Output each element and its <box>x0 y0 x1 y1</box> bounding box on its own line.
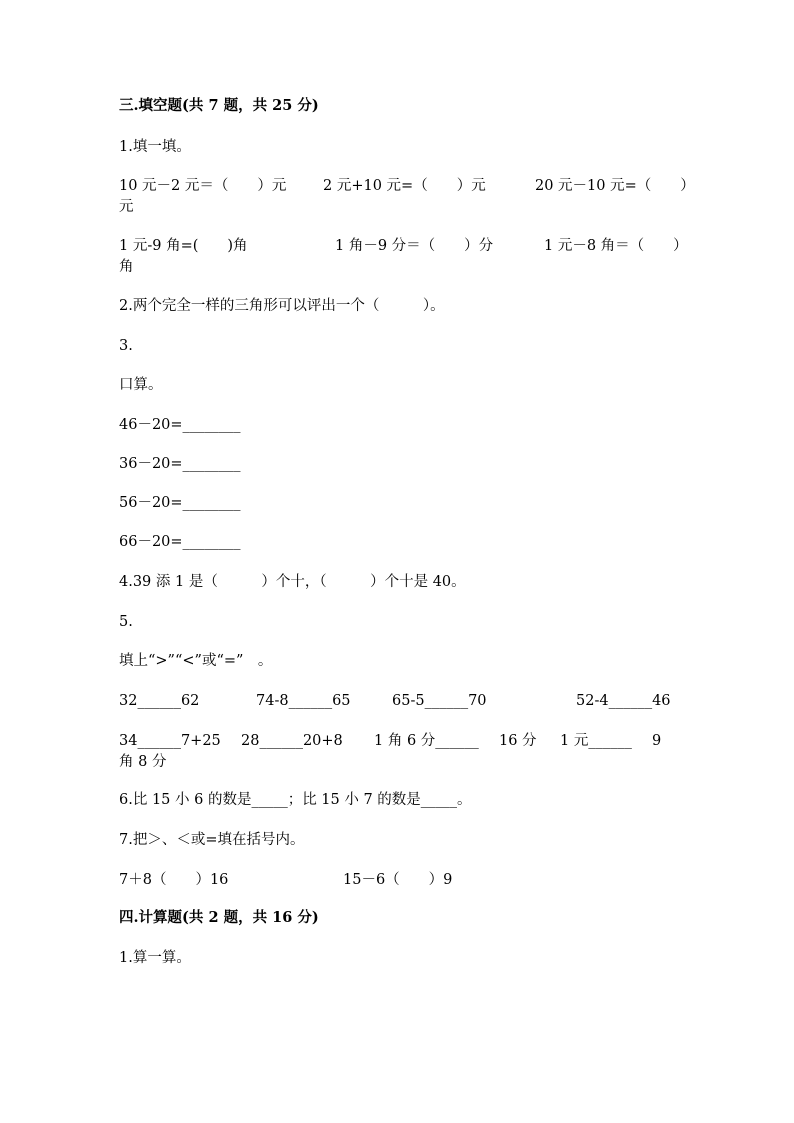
section-heading: 三.填空题(共 7 题，共 25 分) <box>119 97 319 114</box>
question-4: 4.39 添 1 是（ ）个十，（ ）个十是 40。 <box>119 574 466 590</box>
calc-question-1-title: 1.算一算。 <box>119 950 191 966</box>
section-heading: 四.计算题(共 2 题，共 16 分) <box>119 909 319 926</box>
compare-item: 1 角 6 分______ <box>374 733 479 749</box>
q1-item: 1 元-9 角=( )角 <box>119 238 248 254</box>
compare-item: 7＋8（ ）16 <box>119 872 229 888</box>
question-1-title: 1.填一填。 <box>119 139 191 155</box>
compare-item: 34______7+25 <box>119 733 221 749</box>
compare-item: 9 <box>652 733 662 749</box>
q1-item: 2 元+10 元=（ ）元 <box>323 178 486 194</box>
compare-item: 1 元______ <box>560 733 632 749</box>
q1-wrap-text: 角 <box>119 259 134 275</box>
compare-item: 28______20+8 <box>241 733 343 749</box>
q1-wrap-text: 元 <box>119 199 134 215</box>
calc-item: 36－20=________ <box>119 456 241 472</box>
question-5-title: 填上“>”“<”或“=” 。 <box>119 653 273 669</box>
q1-item: 10 元－2 元＝（ ）元 <box>119 178 287 194</box>
question-6: 6.比 15 小 6 的数是_____；比 15 小 7 的数是_____。 <box>119 792 472 808</box>
compare-item: 15－6（ ）9 <box>343 872 453 888</box>
q5-wrap-text: 角 8 分 <box>119 754 167 770</box>
q1-item: 1 角－9 分＝（ ）分 <box>335 238 494 254</box>
compare-item: 74-8______65 <box>256 693 351 709</box>
question-5-number: 5. <box>119 614 133 630</box>
calc-item: 66－20=________ <box>119 534 241 550</box>
compare-item: 16 分 <box>499 733 537 749</box>
q1-item: 20 元－10 元=（ ） <box>535 178 695 194</box>
compare-item: 32______62 <box>119 693 200 709</box>
question-3-number: 3. <box>119 338 133 354</box>
compare-item: 65-5______70 <box>392 693 487 709</box>
question-3-title: 口算。 <box>119 377 163 393</box>
question-7-title: 7.把＞、＜或=填在括号内。 <box>119 832 305 848</box>
calc-item: 56－20=________ <box>119 495 241 511</box>
compare-item: 52-4______46 <box>576 693 671 709</box>
q1-item: 1 元－8 角＝（ ） <box>544 238 688 254</box>
question-2: 2.两个完全一样的三角形可以评出一个（ ）。 <box>119 298 445 314</box>
calc-item: 46－20=________ <box>119 417 241 433</box>
